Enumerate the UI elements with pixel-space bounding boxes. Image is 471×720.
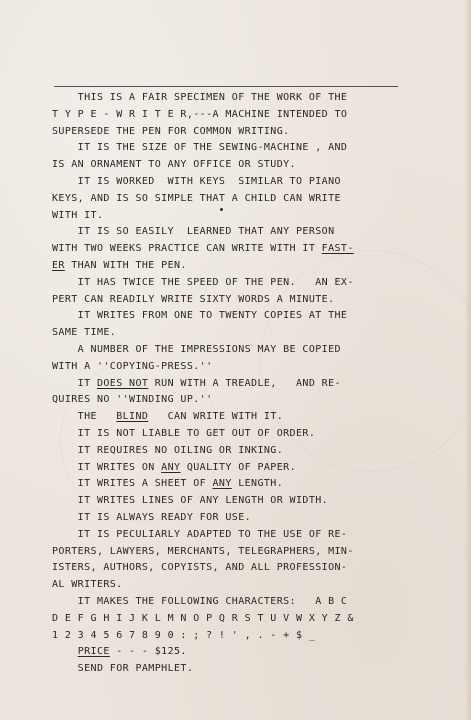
text-segment: RUN WITH A TREADLE, AND RE- (148, 377, 341, 389)
text-line (52, 409, 412, 426)
text-segment: IT MAKES THE FOLLOWING CHARACTERS: A B C (52, 595, 348, 607)
text-segment: SUPERSEDE THE PEN FOR COMMON WRITING. (52, 125, 290, 137)
text-line (52, 359, 412, 376)
underlined-text: BLIND (116, 411, 149, 423)
text-segment: WITH TWO WEEKS PRACTICE CAN WRITE WITH IT (52, 243, 322, 255)
underlined-text: ANY (212, 478, 232, 490)
text-line (52, 560, 412, 577)
text-segment: IT WRITES ON (52, 461, 162, 473)
text-segment: IT REQUIRES NO OILING OR INKING. (52, 444, 284, 456)
top-rule (54, 86, 398, 87)
text-segment: THAN WITH THE PEN. (64, 259, 187, 271)
text-line (52, 224, 412, 241)
text-segment: IT IS THE SIZE OF THE SEWING-MACHINE , AND (52, 142, 348, 154)
text-line (52, 342, 412, 359)
text-segment: IS AN ORNAMENT TO ANY OFFICE OR STUDY. (52, 159, 296, 171)
text-segment: IT WRITES A SHEET OF (52, 478, 213, 490)
text-segment: D E F G H I J K L M N O P Q R S T U V W X Y Z & (52, 612, 354, 624)
text-segment: 1 2 3 4 5 6 7 8 9 0 : ; ? ! ' , . - + $ _ (52, 629, 316, 641)
text-line (52, 644, 412, 661)
text-line (52, 308, 412, 325)
text-segment: WITH A ''COPYING-PRESS.'' (52, 360, 213, 372)
text-segment: SEND FOR PAMPHLET. (52, 663, 194, 675)
text-line (52, 661, 412, 678)
text-segment: QUALITY OF PAPER. (180, 461, 296, 473)
text-line (52, 443, 412, 460)
text-segment: THE (52, 411, 117, 423)
text-segment: IT WRITES LINES OF ANY LENGTH OR WIDTH. (52, 495, 329, 507)
text-segment: LENGTH. (231, 478, 284, 490)
text-segment: A NUMBER OF THE IMPRESSIONS MAY BE COPIED (52, 343, 341, 355)
text-segment: - - - $125. (109, 646, 187, 658)
text-segment: WITH IT. (52, 209, 104, 221)
text-segment: ISTERS, AUTHORS, COPYISTS, AND ALL PROFESSION- (52, 562, 348, 574)
text-line (52, 90, 412, 107)
underlined-text: PRICE (77, 646, 110, 658)
text-line (52, 292, 412, 309)
text-line (52, 426, 412, 443)
text-line (52, 611, 412, 628)
text-line (52, 510, 412, 527)
typewritten-text (52, 90, 412, 678)
text-segment: T Y P E - W R I T E R,---A MACHINE INTENDED TO (52, 108, 348, 120)
text-segment: PERT CAN READILY WRITE SIXTY WORDS A MINUTE. (52, 293, 335, 305)
text-segment: IT IS PECULIARLY ADAPTED TO THE USE OF RE- (52, 528, 348, 540)
underlined-text: ANY (161, 461, 181, 473)
text-line (52, 275, 412, 292)
text-segment (52, 646, 78, 657)
underlined-text: DOES NOT (96, 377, 149, 389)
text-line (52, 208, 412, 225)
text-line (52, 191, 412, 208)
text-line (52, 476, 412, 493)
text-line (52, 594, 412, 611)
text-line (52, 157, 412, 174)
text-segment: IT HAS TWICE THE SPEED OF THE PEN. AN EX- (52, 276, 354, 288)
text-segment: THIS IS A FAIR SPECIMEN OF THE WORK OF THE (52, 92, 348, 103)
text-segment: IT WRITES FROM ONE TO TWENTY COPIES AT THE (52, 310, 348, 322)
underlined-text: FAST- (321, 243, 354, 255)
underlined-text: ER (52, 259, 65, 271)
text-segment: SAME TIME. (52, 327, 117, 339)
text-segment: IT IS WORKED WITH KEYS SIMILAR TO PIANO (52, 175, 341, 187)
text-line (52, 258, 412, 275)
text-line (52, 460, 412, 477)
text-line (52, 544, 412, 561)
text-line (52, 241, 412, 258)
text-line (52, 628, 412, 645)
text-segment: CAN WRITE WITH IT. (148, 411, 284, 423)
text-segment: IT IS NOT LIABLE TO GET OUT OF ORDER. (52, 427, 316, 439)
text-line (52, 124, 412, 141)
text-segment: IT IS SO EASILY LEARNED THAT ANY PERSON (52, 226, 335, 238)
text-segment: QUIRES NO ''WINDING UP.'' (52, 394, 213, 406)
text-segment: KEYS, AND IS SO SIMPLE THAT A CHILD CAN WRITE (52, 192, 341, 204)
text-line (52, 376, 412, 393)
text-line (52, 174, 412, 191)
text-segment: IT IS ALWAYS READY FOR USE. (52, 511, 252, 523)
text-line (52, 527, 412, 544)
text-line (52, 107, 412, 124)
text-line (52, 140, 412, 157)
text-segment: IT (52, 377, 97, 389)
text-line (52, 577, 412, 594)
text-line (52, 493, 412, 510)
text-segment: AL WRITERS. (52, 579, 123, 591)
text-segment: PORTERS, LAWYERS, MERCHANTS, TELEGRAPHERS, MIN- (52, 545, 354, 557)
text-line (52, 392, 412, 409)
text-line (52, 325, 412, 342)
